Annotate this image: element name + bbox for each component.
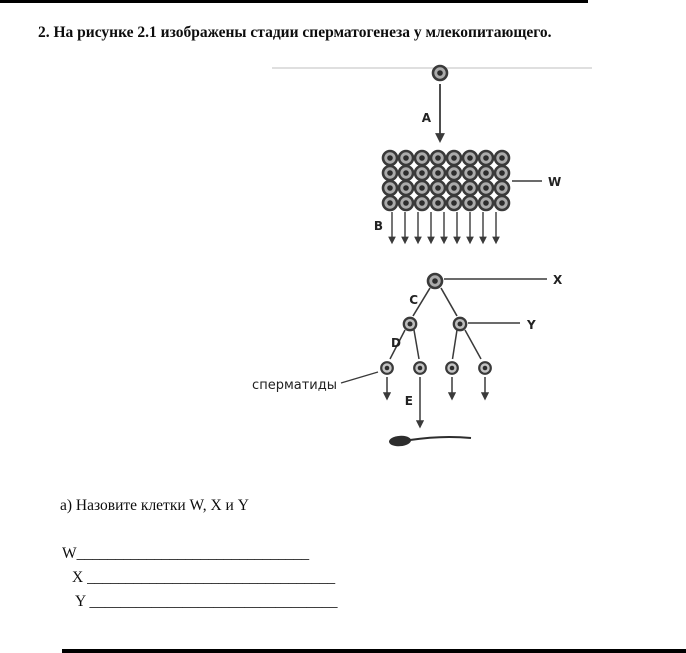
answer-blank-y: ________________________________ (85, 593, 338, 610)
x-cell (428, 274, 442, 288)
label-x: X (553, 273, 563, 287)
label-b: B (373, 219, 383, 233)
answer-row-w (62, 542, 338, 566)
answer-label-w: W (62, 545, 77, 562)
answer-lines (62, 542, 338, 614)
sperm-icon (389, 435, 471, 447)
d-branches (390, 330, 481, 359)
label-y: Y (527, 318, 536, 332)
e-arrows (387, 377, 485, 426)
spermatids-label: сперматиды (252, 378, 337, 393)
spermatids-pointer-line (341, 372, 378, 383)
subquestion-a: а) Назовите клетки W, X и Y (60, 497, 249, 514)
question-title: 2. На рисунке 2.1 изображены стадии сперматогенеза у млекопитающего. (38, 24, 552, 41)
secondary-cells (404, 318, 466, 330)
label-w: W (548, 175, 562, 189)
spermatid-cells (381, 362, 491, 374)
label-a: A (421, 111, 431, 125)
answer-row-y (75, 590, 338, 614)
label-d: D (391, 336, 401, 350)
answer-blank-x: ________________________________ (83, 569, 336, 586)
answer-row-x (72, 566, 338, 590)
label-c: C (409, 293, 418, 307)
top-germ-cell (433, 66, 447, 80)
label-e: E (404, 394, 413, 408)
answer-blank-w: ______________________________ (76, 545, 310, 562)
answer-label-x: X (72, 569, 84, 586)
b-arrows (392, 212, 496, 242)
c-branches (413, 288, 457, 316)
cell-cluster (383, 151, 509, 210)
answer-label-y: Y (75, 593, 86, 610)
